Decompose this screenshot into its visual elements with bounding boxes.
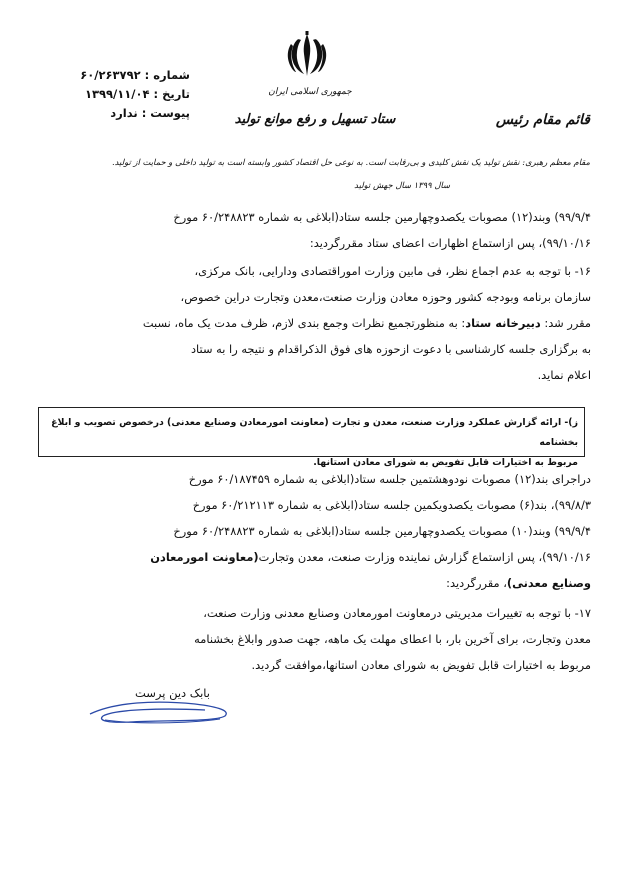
- letter-number: شماره : ۶۰/۲۶۳۷۹۲: [80, 68, 190, 82]
- paragraph-line: دراجرای بند(۱۲) مصوبات نودوهشتمین جلسه ستاد(ابلاغی به شماره ۶۰/۱۸۷۴۵۹ مورخ: [188, 472, 591, 486]
- paragraph-line: ۹۹/۸/۳)، بند(۶) مصوبات یکصدویکمین جلسه ستاد(ابلاغی به شماره ۶۰/۲۱۲۱۱۳ مورخ: [192, 498, 591, 512]
- paragraph-line: سازمان برنامه وبودجه کشور وحوزه معادن وزارت صنعت،معدن وتجارت دراین خصوص،: [180, 290, 591, 304]
- paragraph-line: وصنایع معدنی)، مقررگردید:: [446, 576, 591, 590]
- paragraph-line: ۹۹/۱۰/۱۶)، پس ازاستماع گزارش نماینده وزارت صنعت، معدن وتجارت(معاونت امورمعادن: [150, 550, 591, 564]
- paragraph-line: به برگزاری جلسه کارشناسی با دعوت ازحوزه های فوق الذکراقدام و نتیجه را به ستاد: [190, 342, 591, 356]
- representative-title: قائم مقام رئیس: [495, 112, 590, 128]
- box-line: مربوط به اختیارات قابل تفویض به شورای معادن استانها.: [313, 457, 578, 468]
- paragraph-line: مقرر شد: دبیرخانه ستاد: به منظورتجمیع نظرات وجمع بندی لازم، ظرف مدت یک ماه، نسبت: [142, 316, 591, 330]
- paragraph-line: مربوط به اختیارات قابل تفویض به شورای معادن استانها،موافقت گردید.: [251, 658, 591, 672]
- year-slogan: سال ۱۳۹۹ سال جهش تولید: [354, 180, 450, 190]
- republic-title: جمهوری اسلامی ایران: [268, 87, 352, 97]
- leader-quote: مقام معظم رهبری: نقش تولید یک نقش کلیدی و بی‌رقابت است. به نوعی حل اقتصاد کشور وابسته است به تولید داخلی و حمایت از تولید.: [112, 157, 590, 167]
- resolution-16: [40, 258, 591, 388]
- paragraph-1: [40, 204, 591, 256]
- letter-attachment: پیوست : ندارد: [110, 106, 190, 120]
- paragraph-line: ۹۹/۹/۴) وبند(۱۲) مصوبات یکصدوچهارمین جلسه ستاد(ابلاغی به شماره ۶۰/۲۴۸۸۲۳ مورخ: [173, 210, 591, 224]
- resolution-17: [40, 600, 591, 678]
- box-line: ز)- ارائه گزارش عملکرد وزارت صنعت، معدن و تجارت (معاونت امورمعادن وصنایع معدنی) درخصوص تصویب و ابلاغ بخشنامه: [51, 417, 578, 448]
- letter-date: تاریخ : ۱۳۹۹/۱۱/۰۴: [84, 87, 190, 101]
- paragraph-line: ۹۹/۱۰/۱۶)، پس ازاستماع اظهارات اعضای ستاد مقررگردید:: [309, 236, 591, 250]
- section-z-box: [38, 407, 585, 468]
- headquarters-title: ستاد تسهیل و رفع موانع تولید: [234, 112, 396, 127]
- iran-emblem-icon: [285, 30, 329, 80]
- paragraph-line: ۱۷- با توجه به تغییرات مدیریتی درمعاونت امورمعادن وصنایع معدنی وزارت صنعت،: [203, 606, 591, 620]
- signature-scribble: [85, 694, 235, 728]
- letter-meta: [40, 66, 190, 123]
- paragraph-3: [40, 466, 591, 596]
- paragraph-line: معدن وتجارت، برای آخرین بار، با اعطای مهلت یک ماهه، جهت صدور وابلاغ بخشنامه: [194, 632, 591, 646]
- signatory-name: بابک دین پرست: [134, 686, 210, 700]
- paragraph-line: ۱۶- با توجه به عدم اجماع نظر، فی مابین وزارت اموراقتصادی ودارایی، بانک مرکزی،: [194, 264, 591, 278]
- paragraph-line: اعلام نماید.: [537, 368, 591, 382]
- paragraph-line: ۹۹/۹/۴) وبند(۱۰) مصوبات یکصدوچهارمین جلسه ستاد(ابلاغی به شماره ۶۰/۲۴۸۸۲۳ مورخ: [173, 524, 591, 538]
- secretariat-label: دبیرخانه ستاد: [465, 316, 541, 330]
